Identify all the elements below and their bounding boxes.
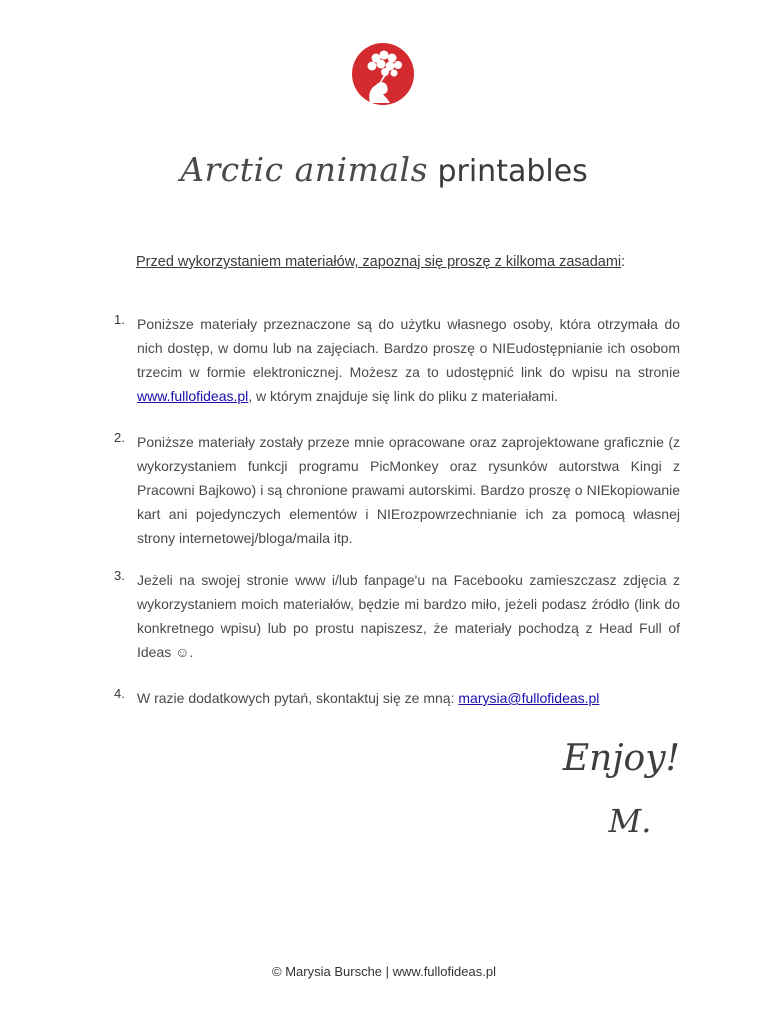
email-link[interactable]: marysia@fullofideas.pl — [458, 690, 600, 706]
intro-suffix: : — [621, 254, 626, 270]
rule-text: Poniższe materiały zostały przeze mnie opracowane oraz zaprojektowane graficznie (z wykorzystaniem funkcji programu PicMonkey oraz rysunków autorstwa Kingi z Pracowni Bajkowo) i są chronione prawami autorskimi. Bardzo proszę o NIEkopiowanie kart ani pojedynczych elementów i NIErozpowrzechnianie ich za pomocą własnej strony internetowej/bloga/maila itp. — [137, 434, 680, 546]
website-link[interactable]: www.fullofideas.pl — [137, 388, 249, 404]
rule-text-part: W razie dodatkowych pytań, skontaktuj się ze mną: — [137, 690, 459, 706]
list-item — [110, 312, 680, 408]
title-plain: printables — [437, 154, 588, 189]
rule-text — [137, 686, 680, 710]
list-number: 1. — [114, 312, 125, 327]
list-number: 3. — [114, 568, 125, 583]
list-number: 4. — [114, 686, 125, 701]
rule-text-part: , w którym znajduje się link do pliku z materiałami. — [248, 388, 558, 404]
footer: © Marysia Bursche | www.fullofideas.pl — [272, 964, 496, 979]
rule-text: Jeżeli na swojej stronie www i/lub fanpage'u na Facebooku zamieszczasz zdjęcia z wykorzystaniem moich materiałów, będzie mi bardzo miło, jeżeli podasz źródło (link do konkretnego wpisu) lub po prostu napiszesz, że materiały pochodzą z Head Full of Ideas ☺. — [137, 572, 680, 660]
closing-enjoy: Enjoy! — [562, 738, 680, 779]
rule-text — [137, 312, 680, 408]
signature: M. — [608, 802, 652, 840]
rule-text-part: Poniższe materiały przeznaczone są do użytku własnego osoby, która otrzymała do nich dostęp, w domu lub na zajęciach. Bardzo proszę o NIEudostępnianie ich osobom trzecim w formie elektronicznej. Możesz za to udostępnić link do wpisu na stronie — [137, 316, 680, 380]
rules-list — [110, 312, 680, 710]
list-item — [110, 568, 680, 664]
logo — [352, 43, 414, 105]
intro-underlined: Przed wykorzystaniem materiałów, zapoznaj się proszę z kilkoma zasadami — [136, 254, 622, 270]
intro-text — [136, 254, 681, 270]
balloon-girl-logo-icon — [352, 43, 414, 105]
title-script: Arctic animals — [180, 150, 429, 189]
list-number: 2. — [114, 430, 125, 445]
page-title — [0, 150, 768, 190]
list-item — [110, 430, 680, 550]
list-item — [110, 686, 680, 710]
